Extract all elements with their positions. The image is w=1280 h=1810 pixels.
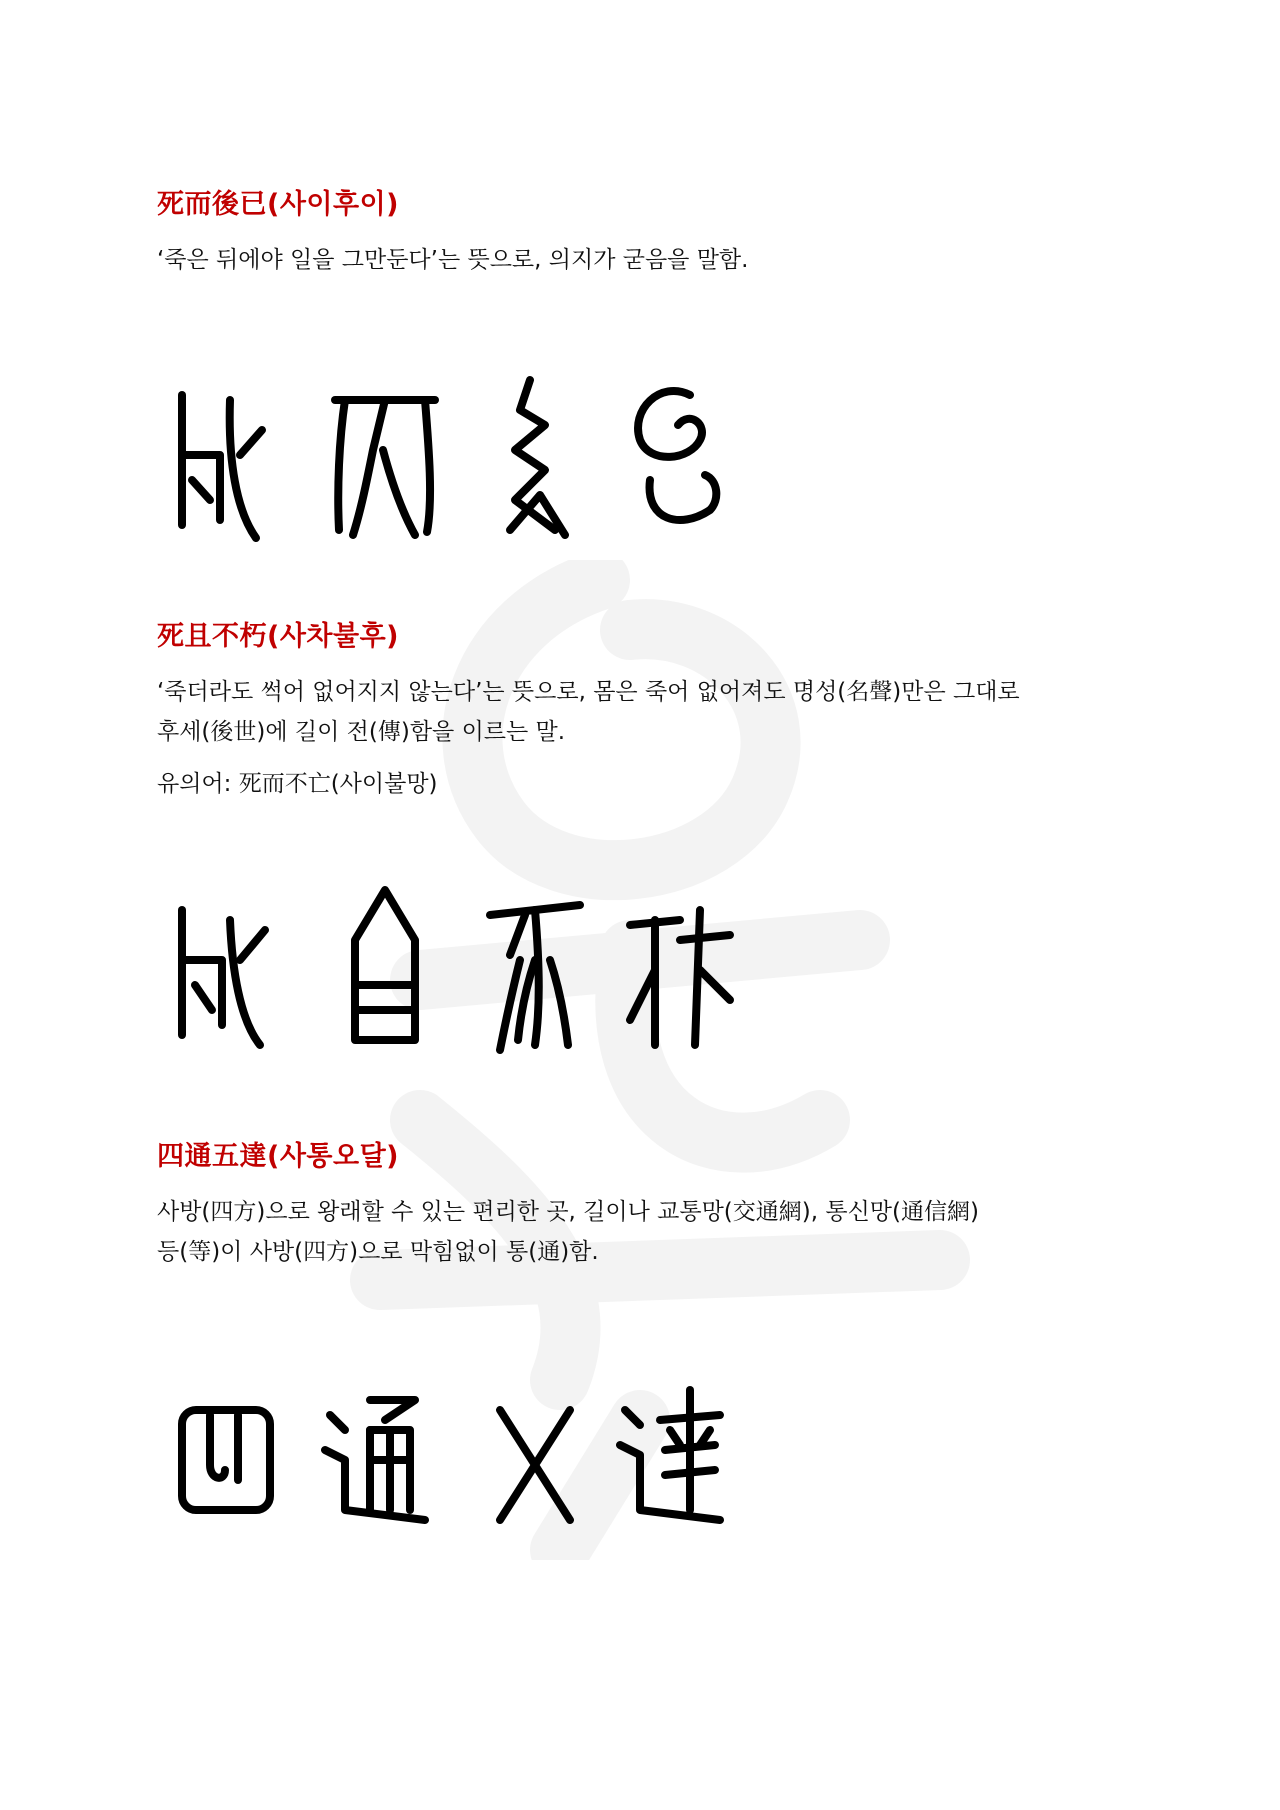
seal-char-xiu-icon bbox=[620, 880, 740, 1060]
entry-title: 死而後已(사이후이) bbox=[157, 189, 400, 220]
entry-description-line-2: 후세(後世)에 길이 전(傳)함을 이르는 말. bbox=[157, 719, 566, 745]
seal-char-wu-icon bbox=[480, 1370, 590, 1550]
entry-description-line-1: ‘죽더라도 썩어 없어지지 않는다’는 뜻으로, 몸은 죽어 없어져도 명성(名聲)만은 그대로 bbox=[157, 679, 1020, 705]
entry-2 bbox=[157, 620, 1157, 804]
entry-3 bbox=[157, 1140, 1157, 1272]
entry-description-line-2: 등(等)이 사방(四方)으로 막힘없이 통(通)함. bbox=[157, 1239, 599, 1265]
entry-title: 四通五達(사통오달) bbox=[157, 1141, 400, 1172]
seal-char-er-icon bbox=[325, 370, 445, 550]
seal-char-bu-icon bbox=[480, 880, 590, 1060]
seal-char-tong-icon bbox=[315, 1370, 435, 1550]
seal-char-si-icon bbox=[170, 370, 280, 550]
entry-description: ‘죽은 뒤에야 일을 그만둔다’는 뜻으로, 의지가 굳음을 말함. bbox=[157, 247, 749, 273]
entry-description-line-1: 사방(四方)으로 왕래할 수 있는 편리한 곳, 길이나 교통망(交通網), 통신망(通信網) bbox=[157, 1199, 979, 1225]
entry-1 bbox=[157, 188, 1157, 280]
seal-char-hou-icon bbox=[490, 370, 580, 550]
seal-char-da-icon bbox=[610, 1370, 730, 1550]
entry-title: 死且不朽(사차불후) bbox=[157, 621, 400, 652]
seal-char-si-icon bbox=[170, 880, 280, 1060]
synonym-note: 유의어: 死而不亡(사이불망) bbox=[157, 771, 438, 797]
seal-char-qie-icon bbox=[340, 880, 430, 1060]
seal-char-si4-icon bbox=[170, 1370, 280, 1550]
seal-char-yi-icon bbox=[620, 370, 730, 550]
